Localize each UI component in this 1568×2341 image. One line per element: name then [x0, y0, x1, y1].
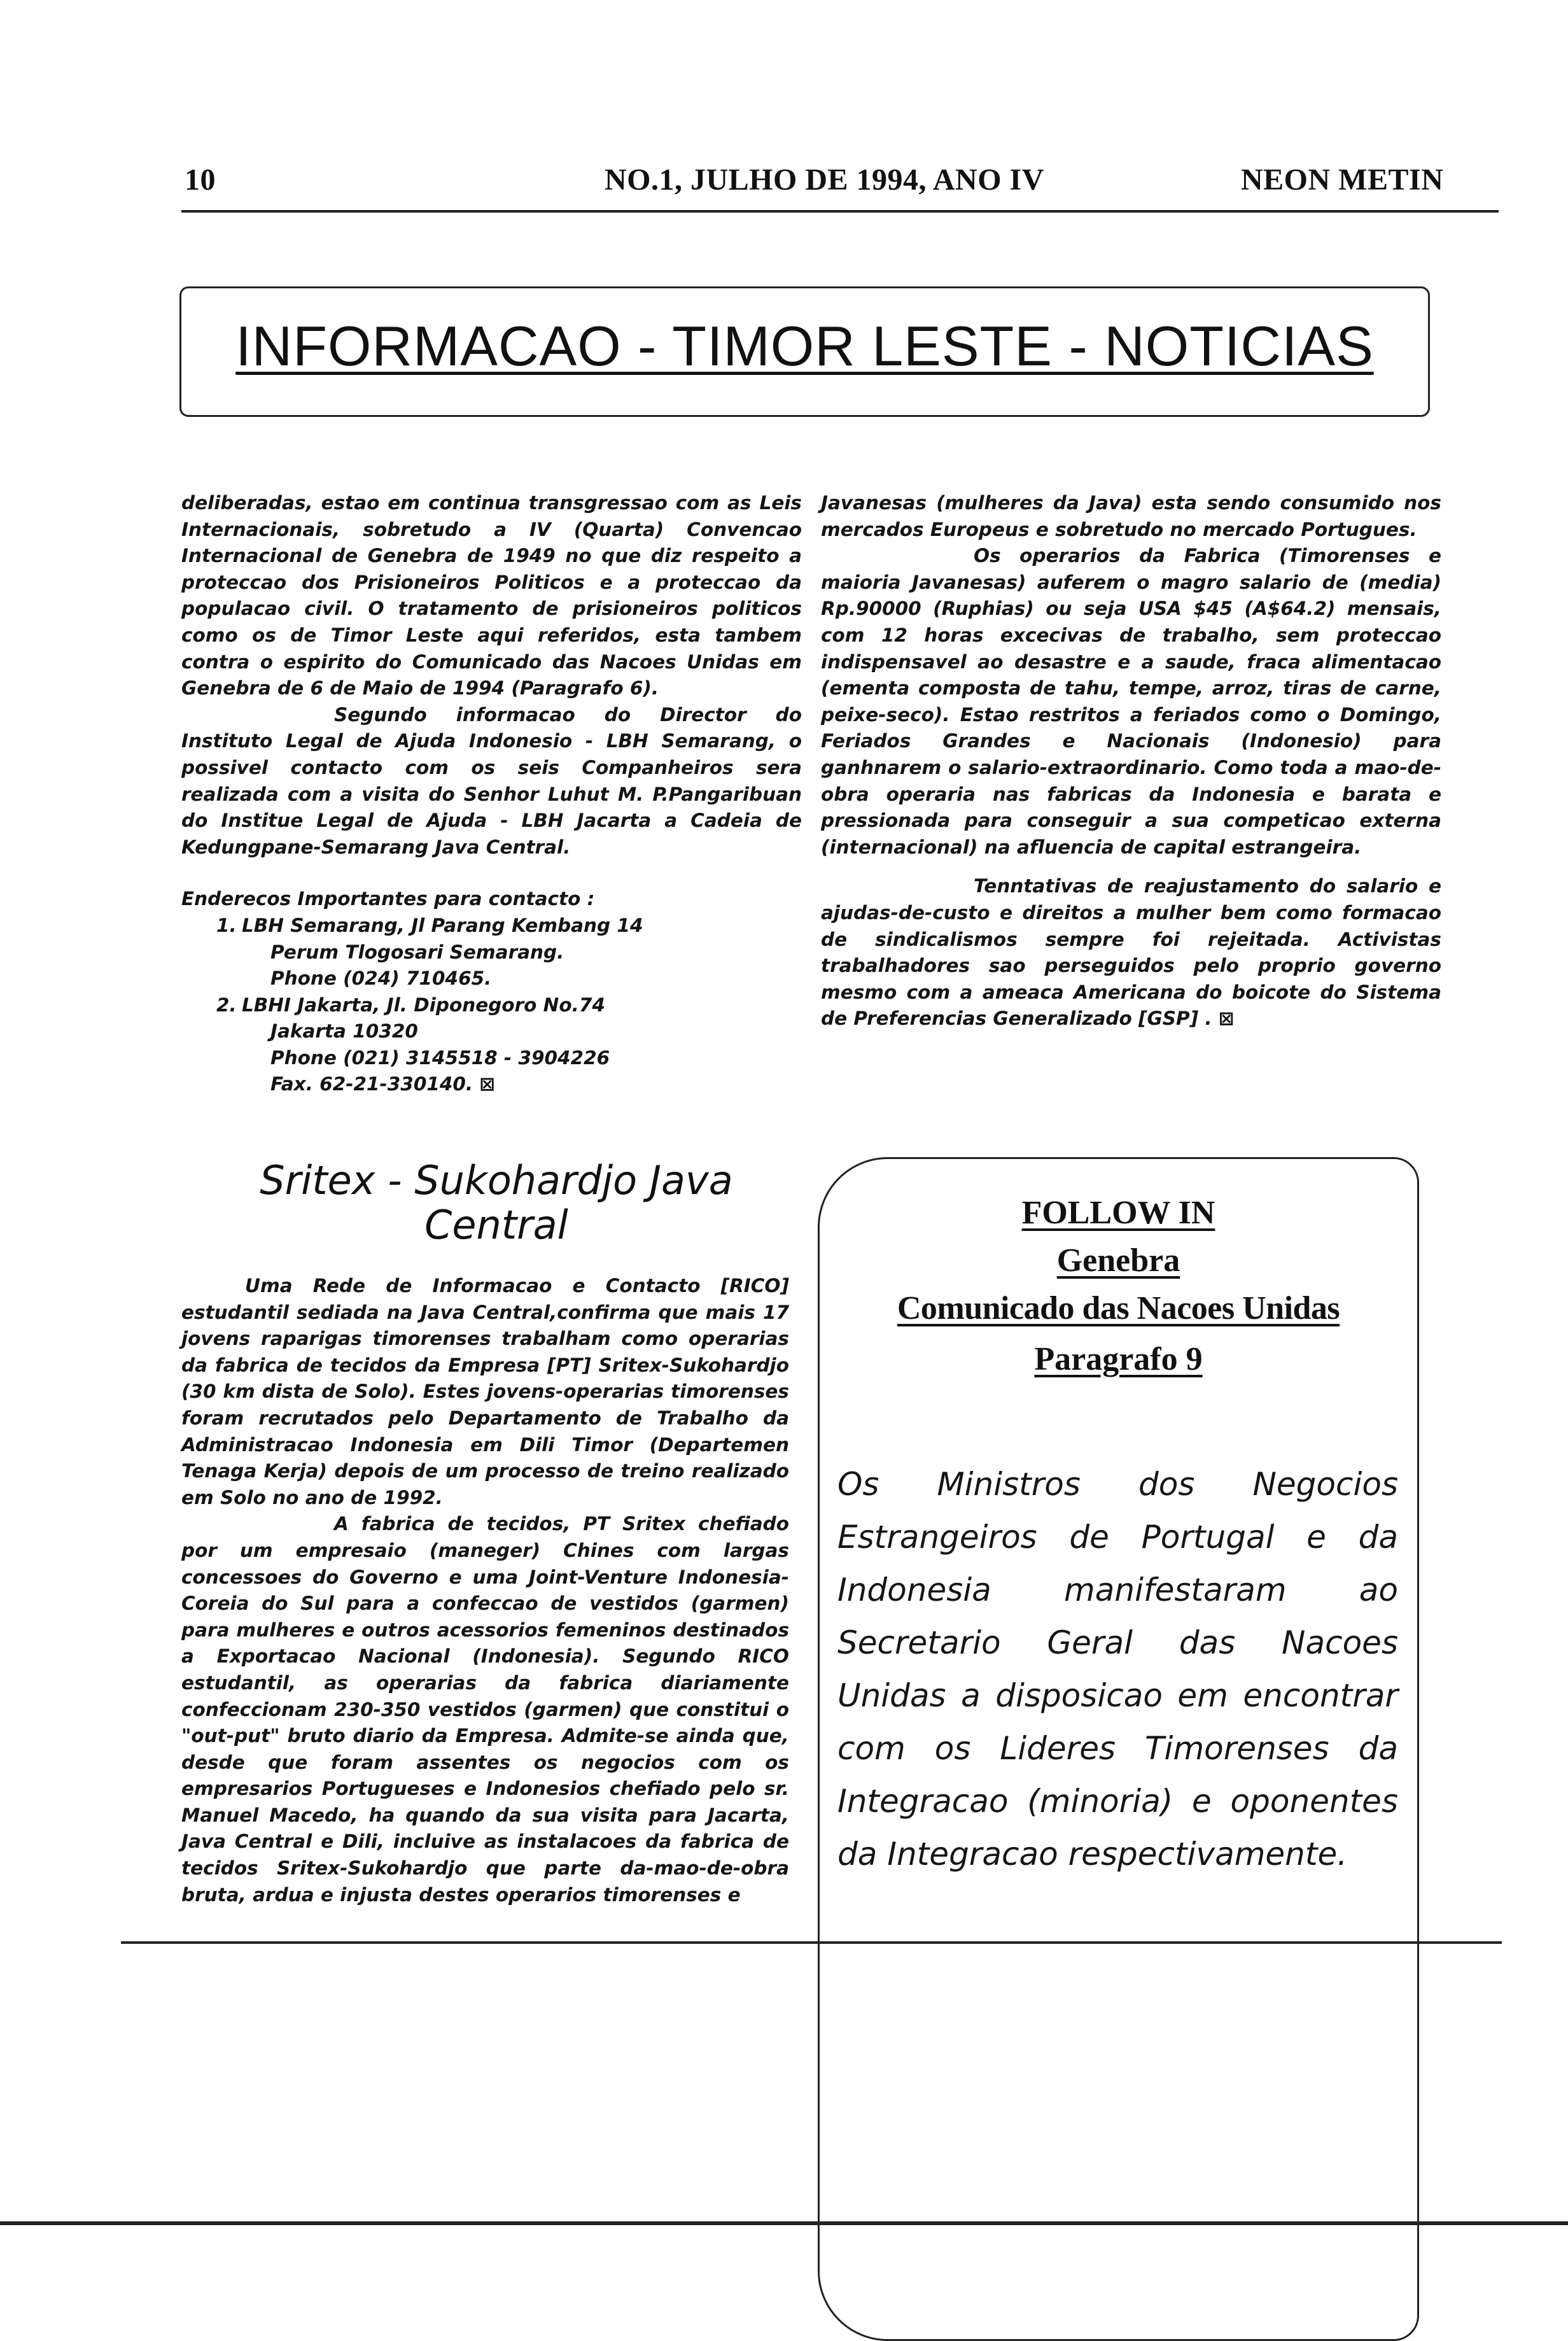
publication-name: NEON METIN [1241, 163, 1444, 197]
address-1-line-1: LBH Semarang, Jl Parang Kembang 14 [242, 914, 643, 936]
right-paragraph-3: Tenntativas de reajustamento do salario e ajudas-de-custo e direitos a mulher bem como formacao de sindicalismos sempre foi rejeitada. Activistas trabalhadores sao perseguidos pelo proprio governo mesmo com a ameaca Americana do boicote do Sistema de Preferencias Generalizado [GSP] . ⊠ [821, 875, 1441, 1030]
follow-in-box [818, 1157, 1419, 2341]
addresses-heading: Enderecos Importantes para contacto : [181, 888, 595, 910]
follow-line-3: Comunicado das Nacoes Unidas [897, 1290, 1340, 1326]
sritex-title-line-2: Central [424, 1202, 568, 1248]
address-1-line-2: Perum Tlogosari Semarang. [270, 941, 564, 963]
right-column-upper [821, 490, 1441, 1032]
page-bottom-edge [0, 2221, 1568, 2225]
sritex-paragraph-2: A fabrica de tecidos, PT Sritex chefiado por um empresaio (maneger) Chines com largas concessoes do Governo e uma Joint-Venture Indonesia-Coreia do Sul para a confeccao de vestidos (garmen) para mulheres e outros acessorios femeninos destinados a Exportacao Nacional (Indonesia). Segundo RICO estudantil, as operarias da fabrica diariamente confeccionam 230-350 vestidos (garmen) que constitui o "out-put" bruto diario da Empresa. Admite-se ainda que, desde que foram assentes os negocios com os empresarios Portugueses e Indonesios chefiado pelo sr. Manuel Macedo, ha quando da sua visita para Jacarta, Java Central e Dili, incluive as instalacoes da fabrica de tecidos Sritex-Sukohardjo que parte da-mao-de-obra bruta, ardua e injusta destes operarios timorenses e [181, 1513, 789, 1906]
left-paragraph-2: Segundo informacao do Director do Instituto Legal de Ajuda Indonesio - LBH Semarang, o possivel contacto com os seis Companheiros sera realizada com a visita do Senhor Luhut M. P.Pangaribuan do Institue Legal de Ajuda - LBH Jacarta a Cadeia de Kedungpane-Semarang Java Central. [181, 703, 802, 858]
address-2-line-3: Phone (021) 3145518 - 3904226 [270, 1046, 610, 1069]
sritex-title-line-1: Sritex - Sukohardjo Java [260, 1157, 733, 1204]
address-1-line-3: Phone (024) 710465. [270, 967, 492, 990]
page-number: 10 [185, 163, 216, 197]
follow-line-1: FOLLOW IN [1021, 1195, 1215, 1231]
address-1 [181, 913, 802, 992]
footer-rule [121, 1941, 1502, 1944]
section-banner [179, 286, 1430, 417]
address-2 [181, 992, 802, 1098]
address-2-line-2: Jakarta 10320 [270, 1020, 418, 1043]
sritex-paragraph-1: Uma Rede de Informacao e Contacto [RICO] estudantil sediada na Java Central,confirma que mais 17 jovens raparigas timorenses trabalham como operarias da fabrica de tecidos da Empresa [PT] Sritex-Sukohardjo (30 km dista de Solo). Estes jovens-operarias timorenses foram recrutados pelo Departamento de Trabalho da Administracao Indonesia em Dili Timor (Departemen Tenaga Kerja) depois de um processo de treino realizado em Solo no ano de 1992. [181, 1275, 789, 1508]
address-2-line-1: LBHI Jakarta, Jl. Diponegoro No.74 [242, 994, 605, 1016]
address-2-number: 2. [216, 994, 237, 1016]
issue-info: NO.1, JULHO DE 1994, ANO IV [605, 163, 1044, 197]
follow-line-4: Paragrafo 9 [1034, 1341, 1203, 1377]
header-rule [181, 210, 1499, 213]
left-paragraph-1: deliberadas, estao em continua transgressao com as Leis Internacionais, sobretudo a IV (Quarta) Convencao Internacional de Genebra de 1949 no que diz respeito a proteccao dos Prisioneiros Politicos e a proteccao da populacao civil. O tratamento de prisioneiros politicos como os de Timor Leste aqui referidos, esta tambem contra o espirito do Comunicado das Nacoes Unidas em Genebra de 6 de Maio de 1994 (Paragrafo 6). [181, 492, 802, 699]
right-paragraph-2: Os operarios da Fabrica (Timorenses e maioria Javanesas) auferem o magro salario de (media) Rp.90000 (Ruphias) ou seja USA $45 (A$64.2) mensais, com 12 horas excecivas de trabalho, sem proteccao indispensavel ao desastre e a saude, fraca alimentacao (ementa composta de tahu, tempe, arroz, tiras de carne, peixe-seco). Estao restritos a feriados como o Domingo, Feriados Grandes e Nacionais (Indonesio) para ganhnarem o salario-extraordinario. Como toda a mao-de-obra operaria nas fabricas da Indonesia e barata e pressionada para conseguir a sua competicao externa (internacional) na afluencia de capital estrangeira. [821, 545, 1441, 858]
left-column-upper [181, 490, 802, 1098]
follow-body: Os Ministros dos Negocios Estrangeiros de Portugal e da Indonesia manifestaram ao Secretario Geral das Nacoes Unidas a disposicao em encontrar com os Lideres Timorenses da Integracao (minoria) e oponentes da Integracao respectivamente. [837, 1466, 1398, 1873]
right-paragraph-1: Javanesas (mulheres da Java) esta sendo consumido nos mercados Europeus e sobretudo no mercado Portugues. [821, 492, 1441, 540]
address-2-line-4: Fax. 62-21-330140. ⊠ [270, 1073, 496, 1095]
sritex-title [210, 1158, 783, 1248]
follow-line-2: Genebra [1056, 1242, 1180, 1279]
banner-title: INFORMACAO - TIMOR LESTE - NOTICIAS [235, 314, 1374, 377]
sritex-body [181, 1273, 789, 1908]
address-1-number: 1. [216, 914, 237, 936]
